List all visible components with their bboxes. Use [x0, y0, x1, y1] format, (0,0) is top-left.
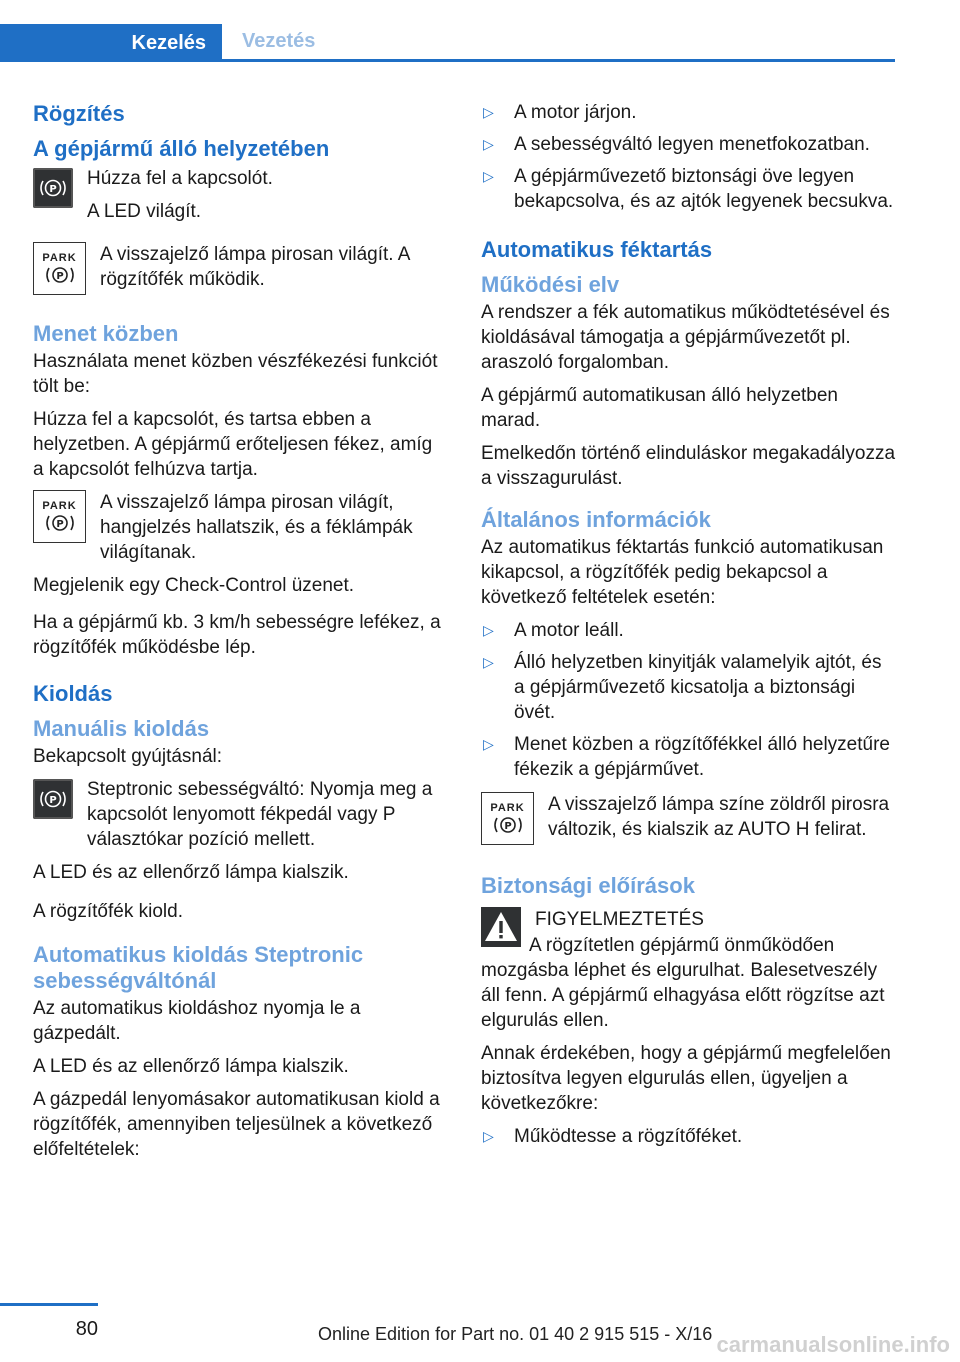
list-item: ▷ Álló helyzetben kinyitják valamelyik ajtót, és a gépjárművezető kicsatolja a biztonsági övét.	[483, 652, 882, 723]
altalanos-p1: Az automatikus féktartás funkció automatikusan kikapcsol, a rögzítőfék pedig bekapcsol a következő feltételek esetén:	[481, 537, 884, 608]
bullet-arrow-icon: ▷	[483, 654, 494, 670]
steptronic-text: Steptronic sebességváltó: Nyomja meg a kapcsolót lenyomott fékpedál vagy P választókar pozíció mellett.	[87, 779, 433, 850]
bullet-arrow-icon: ▷	[483, 736, 494, 752]
menet-cc: Megjelenik egy Check-Control üzenet.	[33, 575, 355, 596]
list-item: ▷ A motor járjon.	[483, 102, 637, 123]
svg-text:P: P	[503, 820, 512, 832]
tab-vezetes[interactable]: Vezetés	[242, 30, 316, 52]
bullet-arrow-icon: ▷	[483, 1128, 494, 1144]
warning-p2: Annak érdekében, hogy a gépjármű megfelelően biztosítva legyen elgurulás ellen, ügyeljen a következőkre:	[481, 1043, 891, 1114]
svg-text:P: P	[55, 518, 64, 530]
heading-allo-helyzet: A gépjármű álló helyzetében	[33, 136, 330, 161]
heading-kioldas: Kioldás	[33, 681, 113, 706]
menet-p2: Húzza fel a kapcsolót, és tartsa ebben a helyzetben. A gépjármű erőteljesen fékez, amíg a kapcsolót felhúzva tartja.	[33, 409, 433, 480]
mukodesi-p3: Emelkedőn történő elinduláskor megakadályozza a visszagurulást.	[481, 443, 896, 489]
auto-p2: A LED és az ellenőrző lámpa kialszik.	[33, 1056, 349, 1077]
heading-manualis-kioldas: Manuális kioldás	[33, 716, 210, 741]
menet-speed: Ha a gépjármű kb. 3 km/h sebességre lefékez, a rögzítőfék működésbe lép.	[33, 612, 441, 658]
parking-brake-switch-icon	[33, 168, 73, 208]
park-indicator-icon: PARK P	[481, 792, 534, 845]
svg-text:P: P	[49, 184, 57, 195]
parking-brake-switch-icon	[33, 779, 73, 819]
warning-title: FIGYELMEZTETÉS	[535, 909, 704, 930]
page-number: 80	[75, 1318, 98, 1340]
heading-rogzites: Rögzítés	[33, 101, 125, 126]
menet-lamp-block	[33, 490, 448, 565]
heading-biztonsagi-eloirasok: Biztonsági előírások	[481, 873, 695, 898]
warning-text: A rögzítetlen gépjármű önműködően mozgásba léphet és elgurulhat. Balesetveszély áll fenn. A gépjármű elhagyása előtt rögzítse azt elgurulás ellen.	[481, 935, 885, 1031]
heading-automatikus-kioldas: Automatikus kioldás Steptronic sebességváltónál	[33, 942, 364, 993]
park-lamp-red-text: A visszajelző lámpa pirosan világít. A rögzítőfék működik.	[100, 244, 410, 290]
tab-kezeles[interactable]: Kezelés	[0, 24, 222, 62]
edition-text: Online Edition for Part no. 01 40 2 915 515 - X/16	[318, 1324, 713, 1344]
list-item: ▷ Működtesse a rögzítőféket.	[483, 1126, 743, 1147]
list-item: ▷ Menet közben a rögzítőfékkel álló helyzetűre fékezik a gépjárművet.	[483, 734, 890, 780]
mukodesi-p1: A rendszer a fék automatikus működtetésével és kioldásával támogatja a gépjárművezetőt pl. araszoló forgalomban.	[481, 302, 890, 373]
park-lamp-red-block	[33, 242, 448, 295]
menet-lamp-text: A visszajelző lámpa pirosan világít, hangjelzés hallatszik, és a féklámpák világítanak.	[100, 492, 413, 563]
park-lamp-color-text: A visszajelző lámpa színe zöldről pirosra változik, és kialszik az AUTO H felirat.	[548, 794, 890, 840]
auto-p1: Az automatikus kioldáshoz nyomja le a gázpedált.	[33, 998, 361, 1044]
auto-p3: A gázpedál lenyomásakor automatikusan kiold a rögzítőfék, amennyiben teljesülnek a következő előfeltételek:	[33, 1089, 440, 1160]
menet-p1: Használata menet közben vészfékezési funkciót tölt be:	[33, 351, 438, 397]
bullet-arrow-icon: ▷	[483, 168, 494, 184]
conditions-list	[481, 618, 896, 782]
bekapcsolt-text: Bekapcsolt gyújtásnál:	[33, 746, 223, 767]
list-item: ▷ A gépjárművezető biztonsági öve legyen bekapcsolva, és az ajtók legyenek becsukva.	[483, 166, 894, 212]
heading-altalanos-informaciok: Általános információk	[481, 507, 711, 532]
heading-automatikus-fektartas: Automatikus féktartás	[481, 237, 713, 262]
park-lamp-color-block	[481, 792, 896, 845]
preconditions-list	[481, 100, 896, 214]
park-indicator-icon: PARK P	[33, 490, 86, 543]
bullet-arrow-icon: ▷	[483, 136, 494, 152]
heading-mukodesi-elv: Működési elv	[481, 272, 620, 297]
right-column	[481, 100, 896, 1157]
bullet-arrow-icon: ▷	[483, 104, 494, 120]
released-text: A rögzítőfék kiold.	[33, 901, 183, 922]
footer-rule	[0, 1303, 98, 1306]
mukodesi-p2: A gépjármű automatikusan álló helyzetben marad.	[481, 385, 839, 431]
list-item: ▷ A sebességváltó legyen menetfokozatban.	[483, 134, 870, 155]
heading-menet-kozben: Menet közben	[33, 321, 179, 346]
svg-text:P: P	[49, 795, 57, 806]
steptronic-block	[33, 777, 448, 852]
left-column	[33, 100, 448, 1170]
watermark: carmanualsonline.info	[716, 1332, 950, 1357]
header-rule	[0, 59, 895, 62]
warning-triangle-icon	[481, 907, 521, 947]
header-tabbar	[0, 24, 895, 62]
bullet-arrow-icon: ▷	[483, 622, 494, 638]
svg-text:P: P	[55, 270, 64, 282]
park-indicator-icon: PARK P	[33, 242, 86, 295]
pull-switch-text: Húzza fel a kapcsolót.	[87, 168, 273, 189]
safety-list	[481, 1124, 896, 1149]
led-off-text: A LED és az ellenőrző lámpa kialszik.	[33, 862, 349, 883]
led-on-text: A LED világít.	[87, 201, 202, 222]
list-item: ▷ A motor leáll.	[483, 620, 624, 641]
pull-switch-block	[33, 166, 448, 224]
